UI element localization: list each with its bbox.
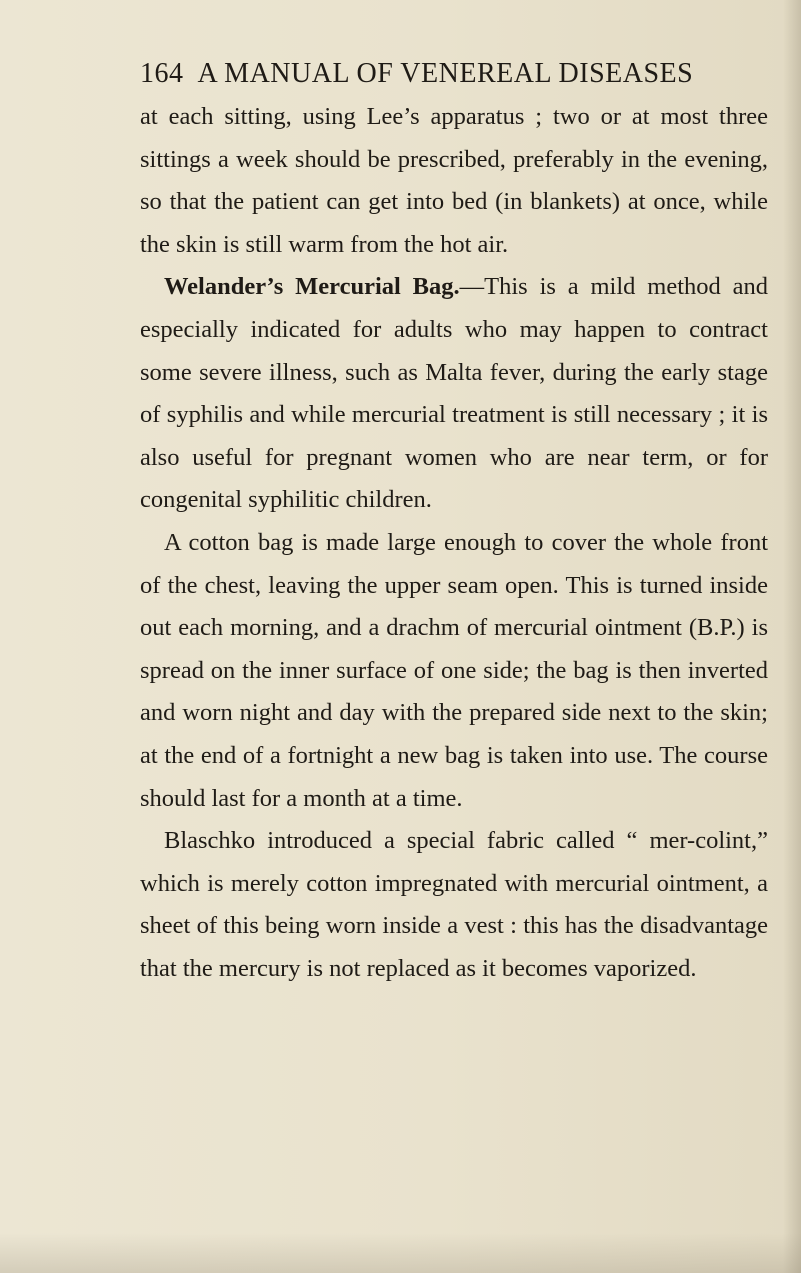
section-heading: Welander’s Mercurial Bag.	[164, 273, 460, 301]
page-number: 164	[140, 58, 184, 89]
paragraph-4: Blaschko introduced a special fabric called “ mer-colint,” which is merely cotton impregnated with mercurial ointment, a sheet of this being worn inside a vest : this has the disadvantage that the mercury is not replaced as it becomes vaporized.	[140, 827, 768, 982]
page-bottom-shadow	[0, 1233, 801, 1273]
paragraph-2-text: —This is a mild method and especially indicated for adults who may happen to contract some severe illness, such as Malta fever, during the early stage of syphilis and while mercurial treatment is still necessary ; it is also useful for pregnant women who are near term, or for congenital syphilitic children.	[140, 273, 768, 514]
running-title: A MANUAL OF VENEREAL DISEASES	[197, 58, 694, 89]
running-header	[140, 58, 770, 90]
paragraph-3: A cotton bag is made large enough to cover the whole front of the chest, leaving the upper seam open. This is turned inside out each morning, and a drachm of mercurial ointment (B.P.) is spread on the inner surface of one side; the bag is then inverted and worn night and day with the prepared side next to the skin; at the end of a fortnight a new bag is taken into use. The course should last for a month at a time.	[140, 528, 768, 812]
paragraph-2	[140, 266, 768, 522]
paragraph-1: at each sitting, using Lee’s apparatus ; two or at most three sittings a week should be prescribed, preferably in the evening, so that the patient can get into bed (in blankets) at once, while the skin is still warm from the hot air.	[140, 103, 768, 258]
page-edge-shadow	[783, 0, 801, 1273]
body-text	[140, 96, 768, 990]
